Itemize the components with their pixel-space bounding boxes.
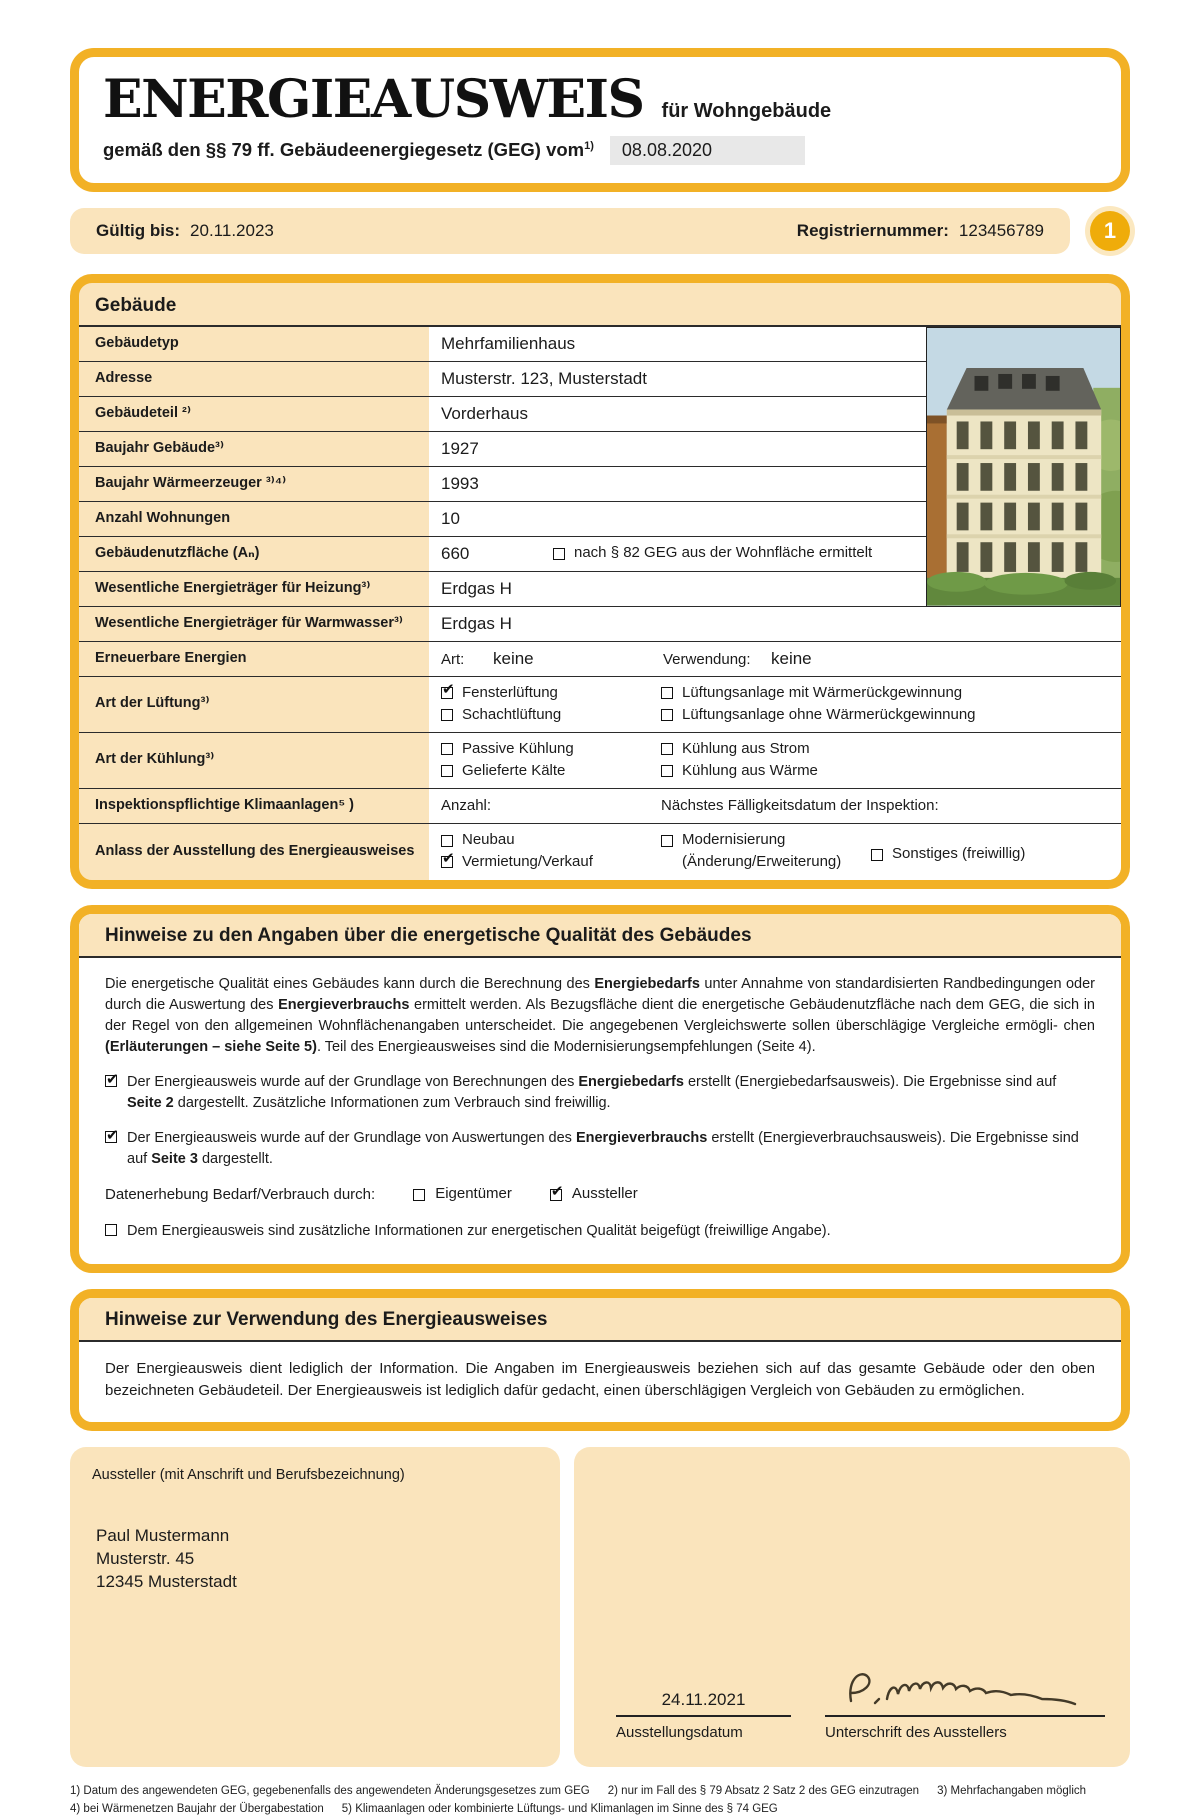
signature-block — [825, 1663, 1105, 1741]
issue-date: 24.11.2021 — [616, 1690, 791, 1717]
faelligkeitsdatum-label: Nächstes Fälligkeitsdatum der Inspektion: — [661, 797, 939, 815]
document-subtitle: für Wohngebäude — [661, 100, 832, 122]
footnote-3: 3) Mehrfachangaben möglich — [937, 1784, 1087, 1797]
row-energietraeger-warmwasser: Wesentliche Energieträger für Warmwasser³⁾ Erdgas H — [79, 607, 1121, 642]
row-nutzflaeche: Gebäudenutzfläche (Aₙ) 660 nach § 82 GEG aus der Wohnfläche ermittelt — [79, 537, 1121, 572]
row-adresse: Adresse Musterstr. 123, Musterstadt — [79, 362, 1121, 397]
row-energietraeger-heizung: Wesentliche Energieträger für Heizung³⁾ Erdgas H — [79, 572, 1121, 607]
signature-panel — [574, 1447, 1130, 1767]
row-erneuerbare-energien: Erneuerbare Energien Art: keine Verwendung: keine — [79, 642, 1121, 677]
aussteller-address — [92, 1525, 538, 1594]
checkbox-eigentuemer[interactable] — [413, 1189, 425, 1201]
bottom-panels — [70, 1447, 1130, 1767]
aussteller-city: 12345 Musterstadt — [96, 1571, 237, 1591]
verbrauch-statement: ✔ Der Energieausweis wurde auf der Grundlage von Auswertungen des Energieverbrauchs erstellt (Energieverbrauchsausweis). Die Ergebnisse sind auf Seite 3 dargestellt. — [105, 1128, 1095, 1170]
checkbox-kuehlung-aus-strom[interactable] — [661, 743, 673, 755]
validity-row — [70, 208, 1130, 254]
checkbox-lueftungsanlage-mit-wrg[interactable] — [661, 687, 673, 699]
building-illustration — [927, 328, 1120, 606]
issue-date-block — [616, 1690, 791, 1741]
checkbox-fensterlueftung[interactable] — [441, 687, 453, 699]
section-title-hinweise-qualitaet: Hinweise zu den Angaben über die energetische Qualität des Gebäudes — [79, 914, 1121, 958]
section-gebaeude — [70, 274, 1130, 889]
checkbox-zusatzinformationen[interactable] — [105, 1224, 117, 1236]
verwendung-label: Verwendung: — [663, 650, 751, 668]
checkbox-gelieferte-kaelte[interactable] — [441, 765, 453, 777]
section-title-gebaeude: Gebäude — [79, 283, 1121, 327]
gebaeudeteil-value: Vorderhaus — [441, 403, 528, 423]
building-photo — [926, 327, 1121, 607]
row-baujahr-waermeerzeuger: Baujahr Wärmeerzeuger ³⁾⁴⁾ 1993 — [79, 467, 1121, 502]
adresse-value: Musterstr. 123, Musterstadt — [441, 368, 647, 388]
checkbox-vermietung-verkauf[interactable] — [441, 856, 453, 868]
row-anzahl-wohnungen: Anzahl Wohnungen 10 — [79, 502, 1121, 537]
signature-image — [835, 1663, 1105, 1721]
art-label: Art: — [441, 650, 465, 668]
section-hinweise-qualitaet — [70, 905, 1130, 1274]
aussteller-street: Musterstr. 45 — [96, 1548, 195, 1568]
art-value: keine — [493, 648, 534, 668]
checkbox-energieverbrauch[interactable] — [105, 1131, 117, 1143]
footnote-marker-1: 1) — [584, 139, 594, 152]
nutzflaeche-value: 660 — [441, 543, 470, 563]
footnote-5: 5) Klimaanlagen oder kombinierte Lüftungs- und Klimanlagen im Sinne des § 74 GEG — [341, 1802, 778, 1815]
checkbox-wohnflaeche-label: nach § 82 GEG aus der Wohnfläche ermittelt — [574, 544, 873, 562]
checkbox-passive-kuehlung[interactable] — [441, 743, 453, 755]
valid-until-date: 20.11.2023 — [190, 220, 274, 240]
warmwasser-value: Erdgas H — [441, 613, 512, 633]
anzahl-label: Anzahl: — [441, 797, 492, 815]
section-title-hinweise-verwendung: Hinweise zur Verwendung des Energieausweises — [79, 1298, 1121, 1342]
row-art-der-lueftung: Art der Lüftung³⁾ ✔ Fensterlüftung Schachtlüftung Lüftungsanlage mit Wärmerückgewinnung Lüftungsanlage ohne Wärmerückgewinnung — [79, 677, 1121, 733]
registration-label: Registriernummer: — [796, 220, 949, 240]
signature-line — [825, 1715, 1105, 1717]
checkbox-aussteller[interactable] — [550, 1189, 562, 1201]
row-art-der-kuehlung: Art der Kühlung³⁾ Passive Kühlung Gelieferte Kälte Kühlung aus Strom Kühlung aus Wärme — [79, 733, 1121, 789]
footnote-4: 4) bei Wärmenetzen Baujahr der Übergabestation — [70, 1802, 324, 1815]
verwendung-value: keine — [771, 648, 812, 668]
row-baujahr-gebaeude: Baujahr Gebäude³⁾ 1927 — [79, 432, 1121, 467]
checkbox-neubau[interactable] — [441, 835, 453, 847]
law-reference: gemäß den §§ 79 ff. Gebäudeenergiegesetz (GEG) vom$^{1)}$ — [103, 139, 594, 161]
verwendung-paragraph: Der Energieausweis dient lediglich der Information. Die Angaben im Energieausweis beziehen sich auf das gesamte Gebäude oder den oben bezeichneten Gebäudeteil. Der Energieausweis ist lediglich dafür gedacht, einen überschlägigen Vergleich von Gebäuden zu ermöglichen. — [105, 1360, 1095, 1400]
document-title: ENERGIEAUSWEIS — [103, 69, 644, 130]
baujahr-we-value: 1993 — [441, 473, 479, 493]
heizung-value: Erdgas H — [441, 578, 512, 598]
bedarf-statement: ✔ Der Energieausweis wurde auf der Grundlage von Berechnungen des Energiebedarfs erstellt (Energiebedarfsausweis). Die Ergebnisse sind auf Seite 2 dargestellt. Zusätzliche Informationen zum Verbrauch sind freiwillig. — [105, 1072, 1095, 1114]
registration-number: 123456789 — [958, 220, 1044, 240]
footnote-1: 1) Datum des angewendeten GEG, gegebenenfalls des angewendeten Änderungsgesetzes zum GEG — [70, 1784, 590, 1797]
checkbox-schachtlueftung[interactable] — [441, 709, 453, 721]
row-gebaeudetyp: Gebäudetyp Mehrfamilienhaus — [79, 327, 1121, 362]
aussteller-name: Paul Mustermann — [96, 1525, 230, 1545]
row-gebaeudeteil: Gebäudeteil ²⁾ Vorderhaus — [79, 397, 1121, 432]
checkbox-lueftungsanlage-ohne-wrg[interactable] — [661, 709, 673, 721]
footnotes — [70, 1783, 1130, 1819]
checkbox-sonstiges[interactable] — [871, 849, 883, 861]
row-klimaanlagen: Inspektionspflichtige Klimaanlagen⁵ ) Anzahl: Nächstes Fälligkeitsdatum der Inspektion: — [79, 789, 1121, 824]
valid-until-label: Gültig bis: — [96, 220, 181, 240]
checkbox-energiebedarf[interactable] — [105, 1075, 117, 1087]
title-box — [70, 48, 1130, 192]
qualitaet-intro-paragraph: Die energetische Qualität eines Gebäudes kann durch die Berechnung des Energiebedarfs unter Annahme von standardisierten Randbedingungen oder durch die Auswertung des Energieverbrauchs ermittelt werden. Als Bezugsfläche dient die energetische Gebäudenutzfläche nach dem GEG, die sich in der Regel von den allgemeinen Wohnflächenangaben unterscheidet. Die angegebenen Vergleichswerte sollen überschlägige Vergleiche ermögli- chen (Erläuterungen – siehe Seite 5). Teil des Energieausweises sind die Modernisierungsempfehlungen (Seite 4). — [105, 975, 1096, 1055]
zusatzinfo-statement: Dem Energieausweis sind zusätzliche Informationen zur energetischen Qualität beigefügt (freiwillige Angabe). — [105, 1221, 1095, 1242]
datenerhebung-row: Datenerhebung Bedarf/Verbrauch durch: Eigentümer ✔ Aussteller — [105, 1184, 1095, 1206]
baujahr-value: 1927 — [441, 438, 479, 458]
geg-date-field[interactable]: 08.08.2020 — [610, 136, 805, 165]
page-number-badge: 1 — [1090, 211, 1130, 251]
issue-date-label: Ausstellungsdatum — [616, 1723, 743, 1741]
checkbox-wohnflaeche-ermittelt[interactable] — [553, 548, 565, 560]
aussteller-title: Aussteller (mit Anschrift und Berufsbezeichnung) — [92, 1466, 405, 1483]
section-hinweise-verwendung — [70, 1289, 1130, 1431]
checkbox-modernisierung[interactable] — [661, 835, 673, 847]
checkbox-kuehlung-aus-waerme[interactable] — [661, 765, 673, 777]
wohnungen-value: 10 — [441, 508, 460, 528]
validity-bar — [70, 208, 1070, 254]
datenerhebung-label: Datenerhebung Bedarf/Verbrauch durch: — [105, 1185, 376, 1203]
row-anlass: Anlass der Ausstellung des Energieausweises Neubau ✔ Vermietung/Verkauf Modernisierung (Änderung/Erweiterung) Sonstiges (freiwillig) — [79, 824, 1121, 880]
aussteller-panel — [70, 1447, 560, 1767]
modernisierung-sublabel: (Änderung/Erweiterung) — [682, 853, 842, 871]
gebaeude-table — [79, 327, 1121, 880]
footnote-2: 2) nur im Fall des § 79 Absatz 2 Satz 2 des GEG einzutragen — [607, 1784, 920, 1797]
gebaeudetyp-value: Mehrfamilienhaus — [441, 333, 576, 353]
signature-label: Unterschrift des Ausstellers — [825, 1723, 1007, 1741]
